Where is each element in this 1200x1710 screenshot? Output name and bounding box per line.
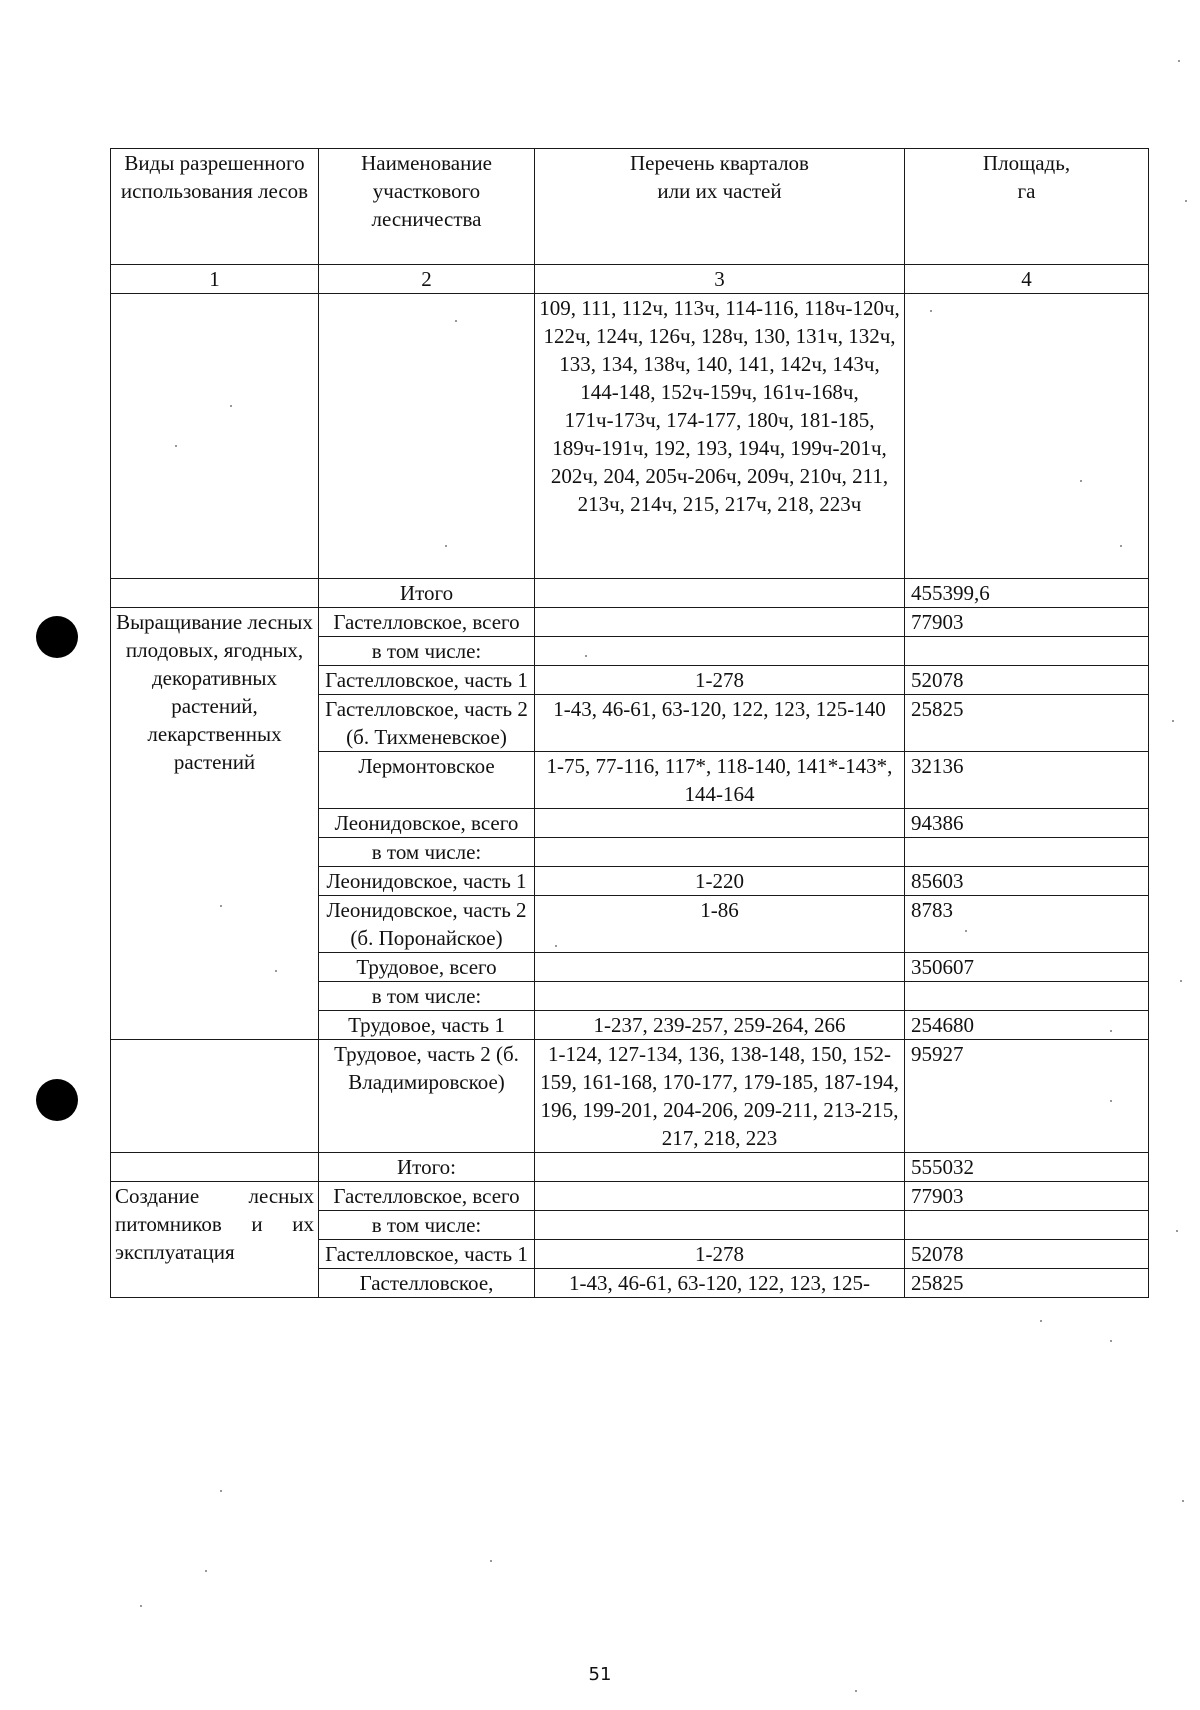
quarters-list: 1-75, 77-116, 117*, 118-140, 141*-143*, 144-164: [535, 752, 905, 809]
forestry-name: Гастелловское, всего: [319, 1182, 535, 1211]
total-label: Итого:: [319, 1153, 535, 1182]
area-value: [905, 838, 1149, 867]
area-value: 25825: [905, 1269, 1149, 1298]
scan-speck: [140, 1605, 142, 1607]
quarters-list: [535, 838, 905, 867]
quarters-list: 1-43, 46-61, 63-120, 122, 123, 125-140: [535, 695, 905, 752]
scan-speck: [490, 1560, 492, 1562]
use-type-cell: [111, 1040, 319, 1153]
area-value: 254680: [905, 1011, 1149, 1040]
scan-speck: [275, 970, 277, 972]
forestry-name: в том числе:: [319, 1211, 535, 1240]
quarters-list: [535, 953, 905, 982]
header-area: Площадь, га: [905, 149, 1149, 265]
area-value: 95927: [905, 1040, 1149, 1153]
area-value: 32136: [905, 752, 1149, 809]
scan-speck: [1185, 200, 1187, 202]
area-value: [905, 982, 1149, 1011]
forestry-name: в том числе:: [319, 982, 535, 1011]
forest-use-table: [110, 148, 1149, 1298]
scan-speck: [175, 445, 177, 447]
forestry-name: Гастелловское, всего: [319, 608, 535, 637]
use-type-cell: [111, 294, 319, 579]
column-number: 4: [905, 265, 1149, 294]
quarters-list: [535, 982, 905, 1011]
scan-speck: [1176, 1230, 1178, 1232]
column-number: 2: [319, 265, 535, 294]
quarters-list: [535, 608, 905, 637]
forestry-name: Леонидовское, часть 1: [319, 867, 535, 896]
quarters-cell: [535, 1153, 905, 1182]
quarters-list: 1-43, 46-61, 63-120, 122, 123, 125-: [535, 1269, 905, 1298]
total-row: [111, 1153, 1149, 1182]
quarters-list: 1-220: [535, 867, 905, 896]
total-row: [111, 579, 1149, 608]
quarters-cell: [535, 579, 905, 608]
area-value: 85603: [905, 867, 1149, 896]
forestry-name: в том числе:: [319, 838, 535, 867]
table-row: [111, 1040, 1149, 1153]
scan-speck: [965, 930, 967, 932]
scan-speck: [220, 1490, 222, 1492]
scan-speck: [1110, 1340, 1112, 1342]
scan-speck: [855, 1690, 857, 1692]
quarters-cell: 109, 111, 112ч, 113ч, 114-116, 118ч-120ч, 122ч, 124ч, 126ч, 128ч, 130, 131ч, 132ч, 133, 134, 138ч, 140, 141, 142ч, 143ч, 144-148, 152ч-159ч, 161ч-168ч, 171ч-173ч, 174-177, 180ч, 181-185, 189ч-191ч, 192, 193, 194ч, 199ч-201ч, 202ч, 204, 205ч-206ч, 209ч, 210ч, 211, 213ч, 214ч, 215, 217ч, 218, 223ч: [535, 294, 905, 579]
scan-speck: [455, 320, 457, 322]
quarters-list: 1-278: [535, 666, 905, 695]
forestry-name: Гастелловское, часть 2 (б. Тихменевское): [319, 695, 535, 752]
scan-speck: [1040, 1320, 1042, 1322]
total-label: Итого: [319, 579, 535, 608]
scan-speck: [1120, 545, 1122, 547]
scan-speck: [1182, 1500, 1184, 1502]
header-row: [111, 149, 1149, 265]
scan-speck: [230, 405, 232, 407]
scan-speck: [445, 545, 447, 547]
scan-speck: [1080, 480, 1082, 482]
column-number-row: [111, 265, 1149, 294]
scan-speck: [585, 655, 587, 657]
area-value: [905, 637, 1149, 666]
forestry-name: Трудовое, часть 1: [319, 1011, 535, 1040]
header-quarters: Перечень кварталов или их частей: [535, 149, 905, 265]
area-value: 77903: [905, 1182, 1149, 1211]
scan-speck: [1110, 1030, 1112, 1032]
use-type-cell: [111, 579, 319, 608]
forestry-name: Гастелловское,: [319, 1269, 535, 1298]
area-value: 8783: [905, 896, 1149, 953]
table-row: [111, 608, 1149, 637]
quarters-list: 1-278: [535, 1240, 905, 1269]
use-type-growing: Выращивание лесных плодовых, ягодных, декоративных растений, лекарственных растений: [111, 608, 319, 1040]
forestry-name: Леонидовское, всего: [319, 809, 535, 838]
scan-speck: [555, 945, 557, 947]
quarters-list: [535, 809, 905, 838]
quarters-list: 1-124, 127-134, 136, 138-148, 150, 152-159, 161-168, 170-177, 179-185, 187-194, 196, 199-201, 204-206, 209-211, 213-215, 217, 218, 223: [535, 1040, 905, 1153]
forestry-name: Лермонтовское: [319, 752, 535, 809]
quarters-list: 1-86: [535, 896, 905, 953]
forestry-name-cell: [319, 294, 535, 579]
forestry-name: в том числе:: [319, 637, 535, 666]
scan-speck: [205, 1570, 207, 1572]
scan-speck: [1172, 720, 1174, 722]
area-value: 25825: [905, 695, 1149, 752]
forestry-name: Гастелловское, часть 1: [319, 666, 535, 695]
header-use-type: Виды разрешенного использования лесов: [111, 149, 319, 265]
scan-speck: [930, 310, 932, 312]
area-value: 52078: [905, 666, 1149, 695]
scan-speck: [1178, 60, 1180, 62]
punch-hole-top: [36, 616, 78, 658]
quarters-list: [535, 1211, 905, 1240]
forestry-name: Гастелловское, часть 1: [319, 1240, 535, 1269]
area-value: 94386: [905, 809, 1149, 838]
scan-speck: [1110, 1100, 1112, 1102]
quarters-list: [535, 1182, 905, 1211]
area-cell: [905, 294, 1149, 579]
forestry-name: Трудовое, часть 2 (б. Владимировское): [319, 1040, 535, 1153]
page-number: 51: [588, 1664, 612, 1685]
table-row: [111, 294, 1149, 579]
column-number: 3: [535, 265, 905, 294]
punch-hole-bottom: [36, 1079, 78, 1121]
use-type-cell: [111, 1153, 319, 1182]
area-value: 52078: [905, 1240, 1149, 1269]
forestry-name: Трудовое, всего: [319, 953, 535, 982]
scan-speck: [220, 905, 222, 907]
scan-speck: [1180, 980, 1182, 982]
quarters-list: [535, 637, 905, 666]
use-type-nursery: Создание лесных питомников и их эксплуатация: [111, 1182, 319, 1298]
total-area: 455399,6: [905, 579, 1149, 608]
total-area: 555032: [905, 1153, 1149, 1182]
header-forestry-name: Наименование участкового лесничества: [319, 149, 535, 265]
forestry-name: Леонидовское, часть 2 (б. Поронайское): [319, 896, 535, 953]
table-row: [111, 1182, 1149, 1211]
column-number: 1: [111, 265, 319, 294]
quarters-list: 1-237, 239-257, 259-264, 266: [535, 1011, 905, 1040]
area-value: 350607: [905, 953, 1149, 982]
area-value: [905, 1211, 1149, 1240]
area-value: 77903: [905, 608, 1149, 637]
